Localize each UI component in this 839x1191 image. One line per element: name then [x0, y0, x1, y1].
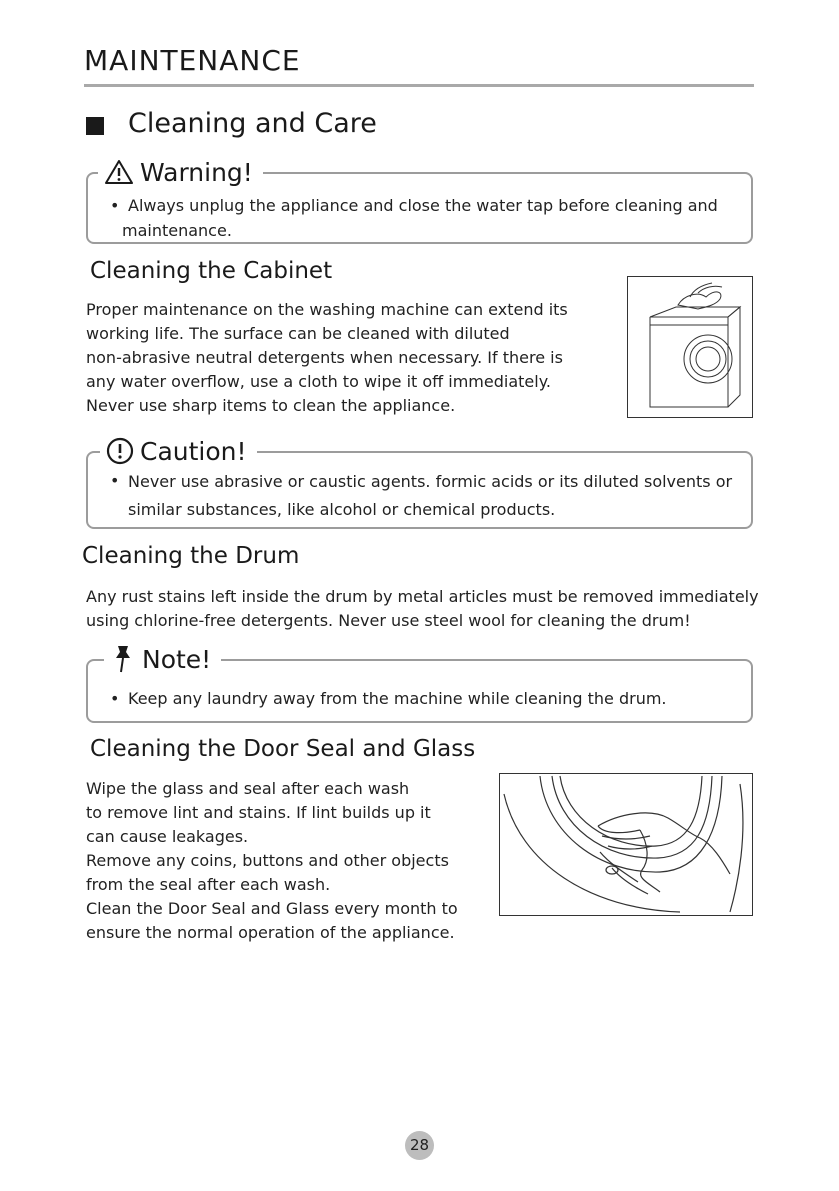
cabinet-paragraph — [86, 298, 568, 418]
note-label: Note! — [142, 644, 212, 674]
door-line-1: Wipe the glass and seal after each wash — [86, 779, 410, 798]
door-line-6: Clean the Door Seal and Glass every month to — [86, 899, 458, 918]
cabinet-illustration — [627, 276, 753, 418]
caution-text — [128, 468, 732, 524]
cabinet-line-3: non-abrasive neutral detergents when necessary. If there is — [86, 348, 563, 367]
section-title: Cleaning and Care — [128, 108, 377, 139]
door-line-3: can cause leakages. — [86, 827, 249, 846]
page-number: 28 — [405, 1131, 434, 1160]
drum-line-1: Any rust stains left inside the drum by metal articles must be removed immediately — [86, 587, 759, 606]
warning-triangle-icon — [104, 159, 134, 185]
caution-line-1: Never use abrasive or caustic agents. formic acids or its diluted solvents or — [128, 472, 733, 491]
title-divider — [84, 84, 754, 87]
section-square-icon — [86, 117, 104, 135]
door-line-5: from the seal after each wash. — [86, 875, 331, 894]
page-title: MAINTENANCE — [84, 44, 301, 77]
note-bullet: • — [110, 689, 120, 708]
cabinet-title: Cleaning the Cabinet — [90, 258, 333, 284]
warning-label: Warning! — [140, 157, 253, 187]
cabinet-line-4: any water overflow, use a cloth to wipe it off immediately. — [86, 372, 551, 391]
note-header — [104, 642, 221, 676]
warning-header — [98, 156, 263, 188]
pushpin-icon — [110, 644, 136, 674]
caution-exclamation-icon — [106, 437, 134, 465]
door-line-4: Remove any coins, buttons and other objects — [86, 851, 449, 870]
cabinet-line-5: Never use sharp items to clean the appliance. — [86, 396, 456, 415]
door-seal-illustration — [499, 773, 753, 916]
drum-line-2: using chlorine-free detergents. Never use steel wool for cleaning the drum! — [86, 611, 691, 630]
caution-header — [100, 434, 257, 468]
door-paragraph — [86, 777, 458, 945]
warning-line-2: maintenance. — [122, 221, 232, 240]
warning-bullet: • — [110, 196, 120, 215]
caution-bullet: • — [110, 471, 120, 490]
caution-line-2: similar substances, like alcohol or chemical products. — [128, 500, 556, 519]
warning-line-1: Always unplug the appliance and close the water tap before cleaning and — [128, 196, 718, 215]
warning-text — [122, 193, 718, 243]
door-title: Cleaning the Door Seal and Glass — [90, 736, 476, 762]
drum-title: Cleaning the Drum — [82, 543, 300, 569]
door-line-7: ensure the normal operation of the appliance. — [86, 923, 455, 942]
note-text: Keep any laundry away from the machine while cleaning the drum. — [128, 689, 667, 708]
drum-paragraph — [86, 585, 759, 633]
hand-wiping-door-seal-icon — [500, 774, 751, 914]
caution-label: Caution! — [140, 436, 247, 466]
cabinet-line-1: Proper maintenance on the washing machine can extend its — [86, 300, 568, 319]
cabinet-line-2: working life. The surface can be cleaned with diluted — [86, 324, 510, 343]
door-line-2: to remove lint and stains. If lint builds up it — [86, 803, 431, 822]
washing-machine-cloth-icon — [628, 277, 751, 416]
